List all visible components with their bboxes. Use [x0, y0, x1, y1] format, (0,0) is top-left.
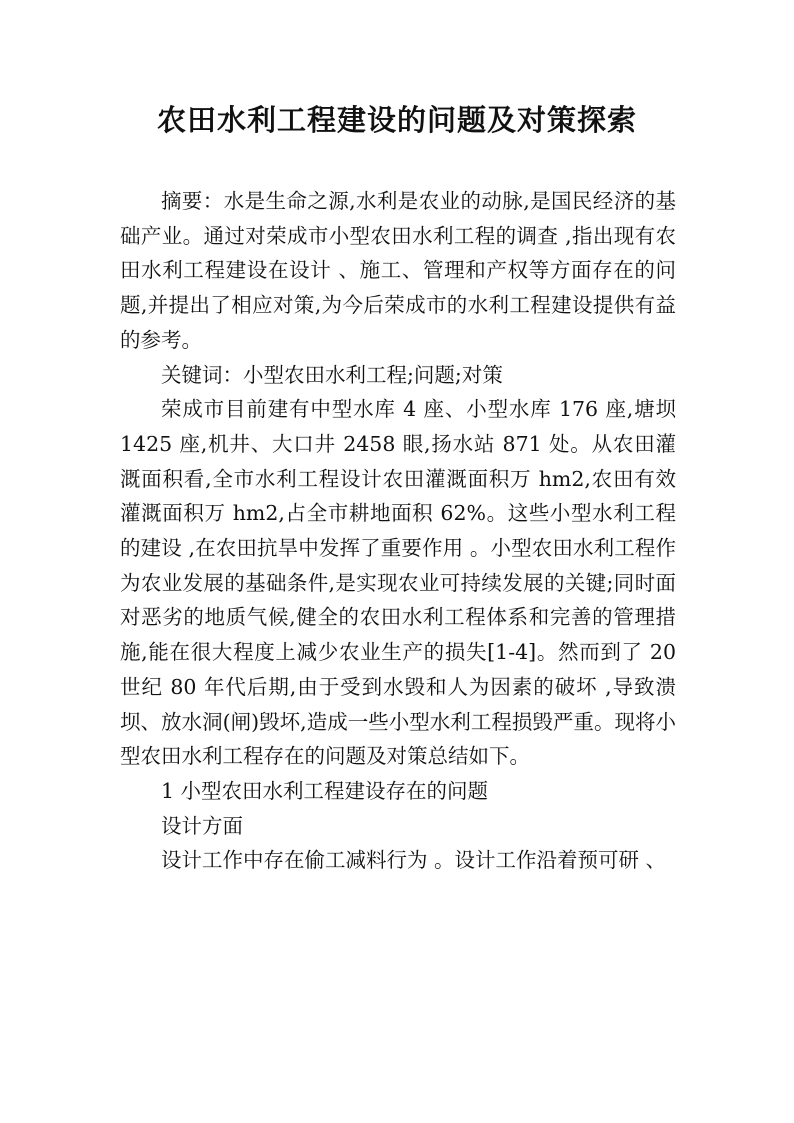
abstract-paragraph: 摘要：水是生命之源,水利是农业的动脉,是国民经济的基础产业。通过对荣成市小型农田水利工程的调查 ,指出现有农田水利工程建设在设计 、施工、管理和产权等方面存在的问题,并提出了相应对策,为今后荣成市的水利工程建设提供有益的参考。: [120, 189, 676, 352]
subsection-heading: 设计方面: [161, 813, 243, 838]
section-heading: 1 小型农田水利工程建设存在的问题: [161, 778, 489, 803]
document-body: [120, 184, 676, 878]
keywords-paragraph: 关键词：小型农田水利工程;问题;对策: [161, 362, 503, 387]
document-title: 农田水利工程建设的问题及对策探索: [156, 103, 637, 137]
intro-paragraph: 荣成市目前建有中型水库 4 座、小型水库 176 座,塘坝 1425 座,机井、大口井 2458 眼,扬水站 871 处。从农田灌溉面积看,全市水利工程设计农田灌溉面积万 hm2,农田有效灌溉面积万 hm2,占全市耕地面积 62%。这些小型水利工程的建设 ,在农田抗旱中发挥了重要作用 。小型农田水利工程作为农业发展的基础条件,是实现农业可持续发展的关键;同时面对恶劣的地质气候,健全的农田水利工程体系和完善的管理措施,能在很大程度上减少农业生产的损失[1-4]。然而到了 20 世纪 80 年代后期,由于受到水毁和人为因素的破坏 ,导致溃坝、放水洞(闸)毁坏,造成一些小型水利工程损毁严重。现将小型农田水利工程存在的问题及对策总结如下。: [120, 397, 676, 769]
subsection-paragraph: 设计工作中存在偷工减料行为 。设计工作沿着预可研 、: [161, 848, 667, 873]
